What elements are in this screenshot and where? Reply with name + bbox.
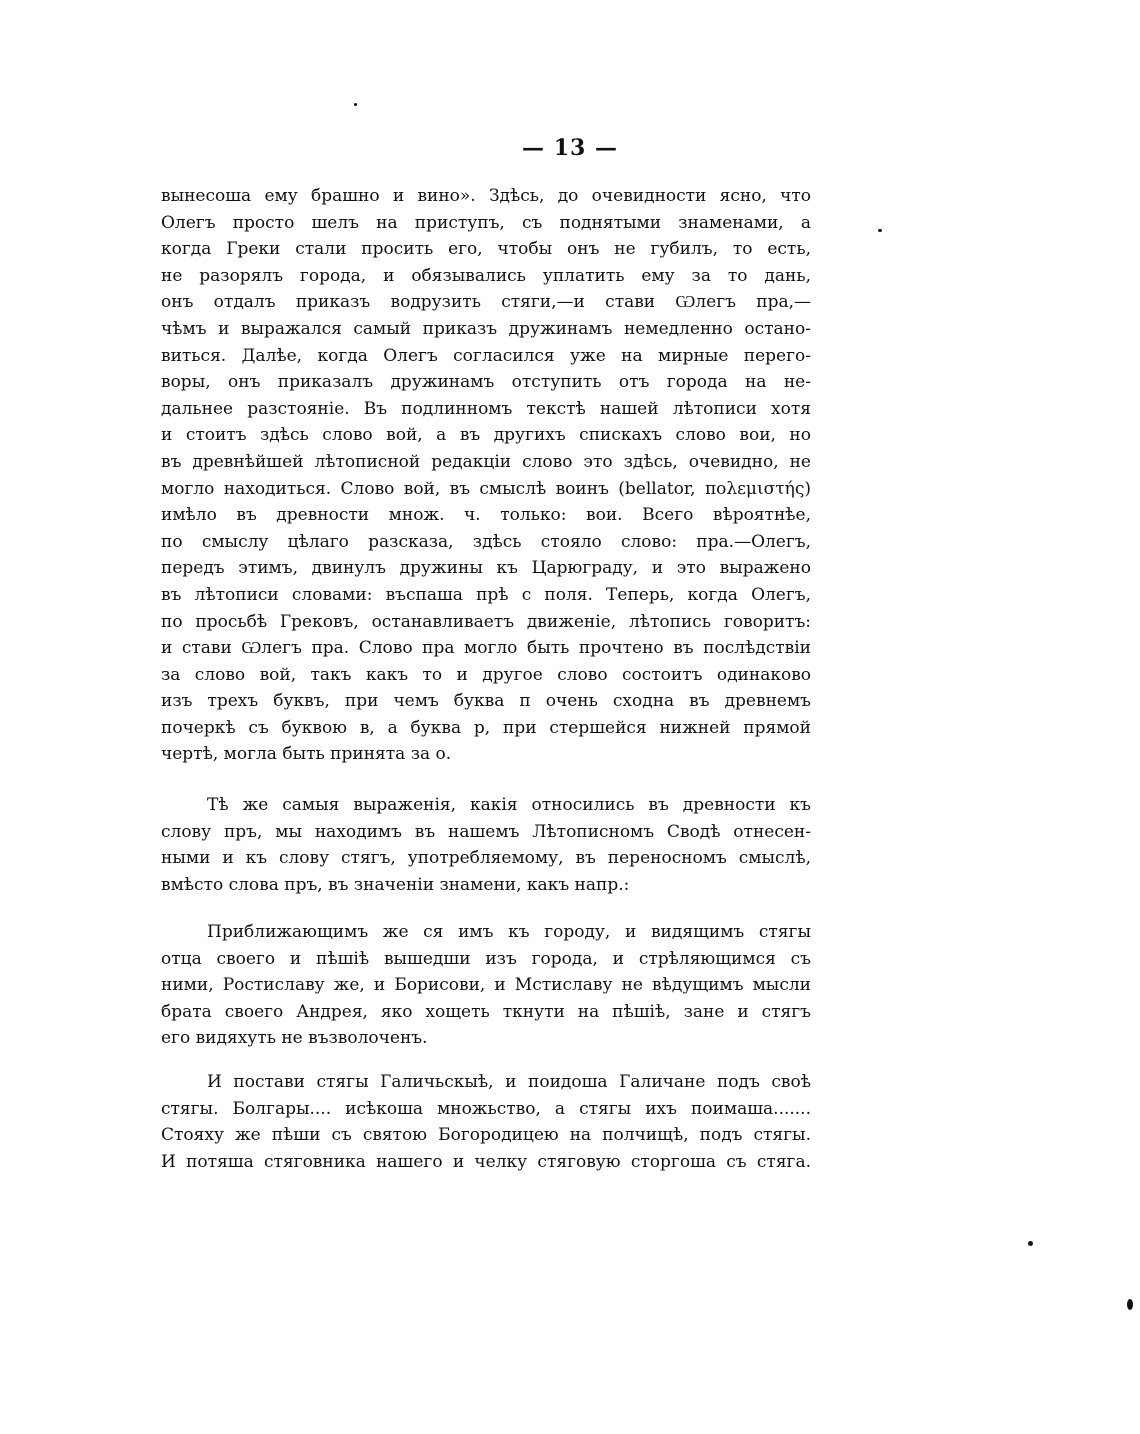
text-line: по смыслу цѣлаго разсказа, здѣсь стояло слово: пра.—Олегъ, xyxy=(161,531,811,552)
text-line: отца своего и пѣшіѣ вышедши изъ города, и стрѣляющимся съ xyxy=(161,948,811,969)
scan-speck xyxy=(1127,1299,1133,1310)
text-line: когда Греки стали просить его, чтобы онъ не губилъ, то есть, xyxy=(161,239,811,260)
text-line: И потяша стяговника нашего и челку стяговую сторгоша съ стяга. xyxy=(161,1151,811,1172)
paragraph-2 xyxy=(161,792,811,898)
text-line: чѣмъ и выражался самый приказъ дружинамъ немедленно остано- xyxy=(161,318,811,339)
quote-1 xyxy=(161,919,811,1052)
scan-speck xyxy=(878,229,882,232)
text-line: за слово вой, такъ какъ то и другое слово состоитъ одинаково xyxy=(161,664,811,685)
text-line: его видяхуть не възволоченъ. xyxy=(161,1028,428,1049)
text-line: Стояху же пѣши съ святою Богородицею на полчищѣ, подъ стягы. xyxy=(161,1125,811,1146)
text-line: Олегъ просто шелъ на приступъ, съ поднятыми знаменами, а xyxy=(161,212,811,233)
text-line: воры, онъ приказалъ дружинамъ отступить отъ города на не- xyxy=(161,372,811,393)
text-line: Приближающимъ же ся имъ къ городу, и видящимъ стягы xyxy=(207,922,811,942)
text-line: дальнее разстояніе. Въ подлинномъ текстѣ нашей лѣтописи хотя xyxy=(161,398,811,419)
text-line: брата своего Андрея, яко хощеть ткнути на пѣшіѣ, зане и стягъ xyxy=(161,1001,811,1022)
text-line: и стоитъ здѣсь слово вой, а въ другихъ спискахъ слово вои, но xyxy=(161,425,811,446)
text-line: въ древнѣйшей лѣтописной редакціи слово это здѣсь, очевидно, не xyxy=(161,451,811,472)
text-line: изъ трехъ буквъ, при чемъ буква п очень сходна въ древнемъ xyxy=(161,691,811,712)
page-number: — 13 — xyxy=(522,135,618,161)
text-line: передъ этимъ, двинулъ дружины къ Царюграду, и это выражено xyxy=(161,558,811,579)
text-line: виться. Далѣе, когда Олегъ согласился уже на мирные перего- xyxy=(161,345,811,366)
text-line: могло находиться. Слово вой, въ смыслѣ воинъ (bellator, πολεμιστής) xyxy=(161,478,811,499)
text-line: въ лѣтописи словами: въспаша прѣ с поля. Теперь, когда Олегъ, xyxy=(161,584,811,605)
text-line: ными и къ слову стягъ, употребляемому, въ переносномъ смыслѣ, xyxy=(161,848,811,869)
text-line: вынесоша ему брашно и вино». Здѣсь, до очевидности ясно, что xyxy=(161,186,811,206)
text-line: имѣло въ древности множ. ч. только: вои. Всего вѣроятнѣе, xyxy=(161,505,811,526)
text-line: онъ отдалъ приказъ водрузить стяги,—и стави Ѡлегъ пра,— xyxy=(161,292,811,313)
text-line: чертѣ, могла быть принята за о. xyxy=(161,744,452,765)
text-line: почеркѣ съ буквою в, а буква р, при стершейся нижней прямой xyxy=(161,717,811,738)
text-line: не разорялъ города, и обязывались уплатить ему за то дань, xyxy=(161,265,811,286)
paragraph-1 xyxy=(161,183,811,768)
text-line: слову пръ, мы находимъ въ нашемъ Лѣтописномъ Сводѣ отнесен- xyxy=(161,821,811,842)
text-line: и стави Ѡлегъ пра. Слово пра могло быть прочтено въ послѣдствіи xyxy=(161,638,811,659)
scan-speck xyxy=(354,103,357,106)
text-line: вмѣсто слова пръ, въ значеніи знамени, какъ напр.: xyxy=(161,874,630,895)
scan-speck xyxy=(1028,1241,1033,1246)
text-line: И постави стягы Галичьскыѣ, и поидоша Галичане подъ своѣ xyxy=(207,1072,811,1092)
text-line: ними, Ростиславу же, и Борисови, и Мстиславу не вѣдущимъ мысли xyxy=(161,975,811,996)
text-line: Тѣ же самыя выраженія, какія относились въ древности къ xyxy=(207,795,811,815)
text-line: стягы. Болгары.... исѣкоша множьство, а стягы ихъ поимаша....... xyxy=(161,1098,811,1119)
text-line: по просьбѣ Грековъ, останавливаетъ движеніе, лѣтопись говоритъ: xyxy=(161,611,811,632)
quote-2 xyxy=(161,1069,811,1175)
